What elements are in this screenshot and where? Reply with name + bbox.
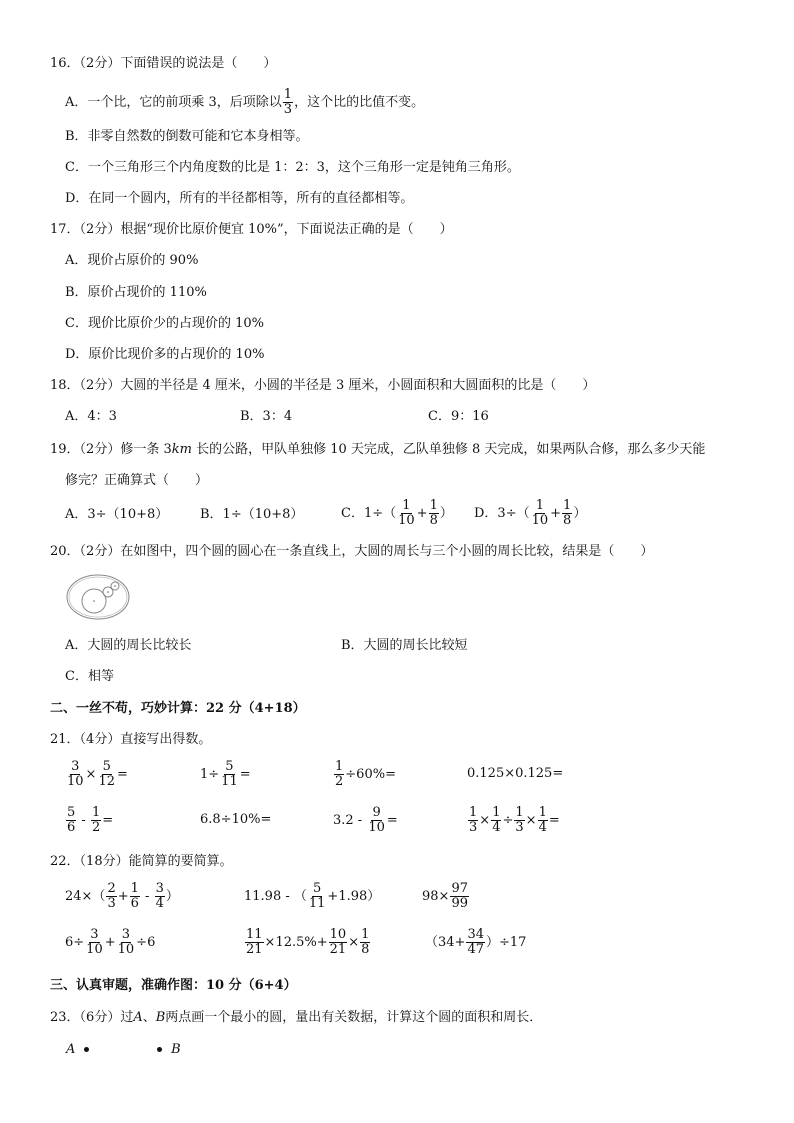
q17-option-c: C．现价比原价少的占现价的 10% xyxy=(65,316,264,331)
q20-stem: 20．（2分）在如图中，四个圆的圆心在一条直线上，大圆的周长与三个小圆的周长比较，结果是（ ） xyxy=(50,544,654,559)
q20-option-c: C．相等 xyxy=(65,669,114,684)
q21-expr-1: $\frac{3}{10}$ × $\frac{5}{12}$ = xyxy=(67,759,128,789)
q16-option-a: A．一个比，它的前项乘 3，后项除以 $\frac{1}{3}$ ，这个比的比值不变。 xyxy=(65,87,425,117)
q21-expr-6: 6.8÷10%= xyxy=(200,812,272,827)
q19-option-d: D．3÷（ $\frac{1}{10}$ + $\frac{1}{8}$ ） xyxy=(474,498,587,528)
q19-option-b: B．1÷（10+8） xyxy=(200,507,304,522)
point-a-label: A xyxy=(66,1042,76,1057)
q19-option-c: C．1÷（ $\frac{1}{10}$ + $\frac{1}{8}$ ） xyxy=(341,498,453,528)
q18-stem: 18．（2分）大圆的半径是 4 厘米，小圆的半径是 3 厘米，小圆面积和大圆面积的比是（ ） xyxy=(50,378,596,393)
center-dot-3 xyxy=(114,585,116,587)
q19-stem-line2: 修完？正确算式（ ） xyxy=(65,473,209,488)
q20-option-b: B．大圆的周长比较短 xyxy=(341,638,468,653)
q18-option-a: A．4：3 xyxy=(65,409,117,424)
q22-expr-3: 98× $\frac{97}{99}$ xyxy=(422,881,468,911)
point-b-label: B xyxy=(171,1042,181,1057)
q22-expr-5: $\frac{11}{21}$ ×12.5%+ $\frac{10}{21}$ × $\frac{1}{8}$ xyxy=(246,927,370,957)
q17-stem: 17．（2分）根据“现价比原价便宜 10%”，下面说法正确的是（ ） xyxy=(50,222,453,237)
q22-expr-6: （34+ $\frac{34}{47}$ ）÷17 xyxy=(425,927,527,957)
section-2-heading: 二、一丝不苟，巧妙计算：22 分（4+18） xyxy=(50,701,306,716)
q16-option-b: B．非零自然数的倒数可能和它本身相等。 xyxy=(65,129,309,144)
q19-option-a: A．3÷（10+8） xyxy=(65,507,169,522)
q19-stem: 19．（2分）修一条 3km 长的公路，甲队单独修 10 天完成，乙队单独修 8 天完成，如果两队合修，那么多少天能 xyxy=(50,442,706,457)
q21-expr-7: 3.2 - $\frac{9}{10}$ = xyxy=(333,805,398,835)
q17-option-d: D．原价比现价多的占现价的 10% xyxy=(65,347,265,362)
point-a xyxy=(66,1042,89,1058)
q16-option-c: C．一个三角形三个内角度数的比是 1：2：3，这个三角形一定是钝角三角形。 xyxy=(65,160,520,175)
point-b-dot xyxy=(157,1047,162,1052)
q16-stem: 16．（2分）下面错误的说法是（ ） xyxy=(50,56,277,71)
q21-expr-5: $\frac{5}{6}$ - $\frac{1}{2}$ = xyxy=(67,805,114,835)
q21-stem: 21．（4分）直接写出得数。 xyxy=(50,732,212,747)
q21-expr-2: 1÷ $\frac{5}{11}$ = xyxy=(200,759,251,789)
q16-option-d: D．在同一个圆内，所有的半径都相等，所有的直径都相等。 xyxy=(65,191,414,206)
q21-expr-8: $\frac{1}{3}$ × $\frac{1}{4}$ ÷ $\frac{1}{3}$ × $\frac{1}{4}$ = xyxy=(469,805,560,835)
point-b xyxy=(157,1042,181,1058)
q23-stem: 23．（6分）过A、B两点画一个最小的圆，量出有关数据，计算这个圆的面积和周长． xyxy=(50,1010,543,1025)
q17-option-b: B．原价占现价的 110% xyxy=(65,285,207,300)
q17-option-a: A．现价占原价的 90% xyxy=(65,253,199,268)
point-a-dot xyxy=(84,1047,89,1052)
q22-expr-4: 6÷ $\frac{3}{10}$ + $\frac{3}{10}$ ÷6 xyxy=(65,927,156,957)
q20-option-a: A．大圆的周长比较长 xyxy=(65,638,192,653)
center-dot-2 xyxy=(107,591,109,593)
q22-stem: 22．（18分）能简算的要简算。 xyxy=(50,854,233,869)
section-3-heading: 三、认真审题，准确作图：10 分（6+4） xyxy=(50,978,297,993)
circles-figure xyxy=(64,571,134,623)
center-dot-1 xyxy=(93,600,95,602)
q22-expr-2: 11.98 - （ $\frac{5}{11}$ +1.98） xyxy=(244,881,381,911)
q18-option-c: C．9：16 xyxy=(428,409,489,424)
q18-option-b: B．3：4 xyxy=(240,409,293,424)
q21-expr-3: $\frac{1}{2}$ ÷60%= xyxy=(335,759,396,789)
q21-expr-4: 0.125×0.125= xyxy=(467,766,564,781)
q22-expr-1: 24×（ $\frac{2}{3}$ + $\frac{1}{6}$ - $\frac{3}{4}$ ） xyxy=(65,881,179,911)
